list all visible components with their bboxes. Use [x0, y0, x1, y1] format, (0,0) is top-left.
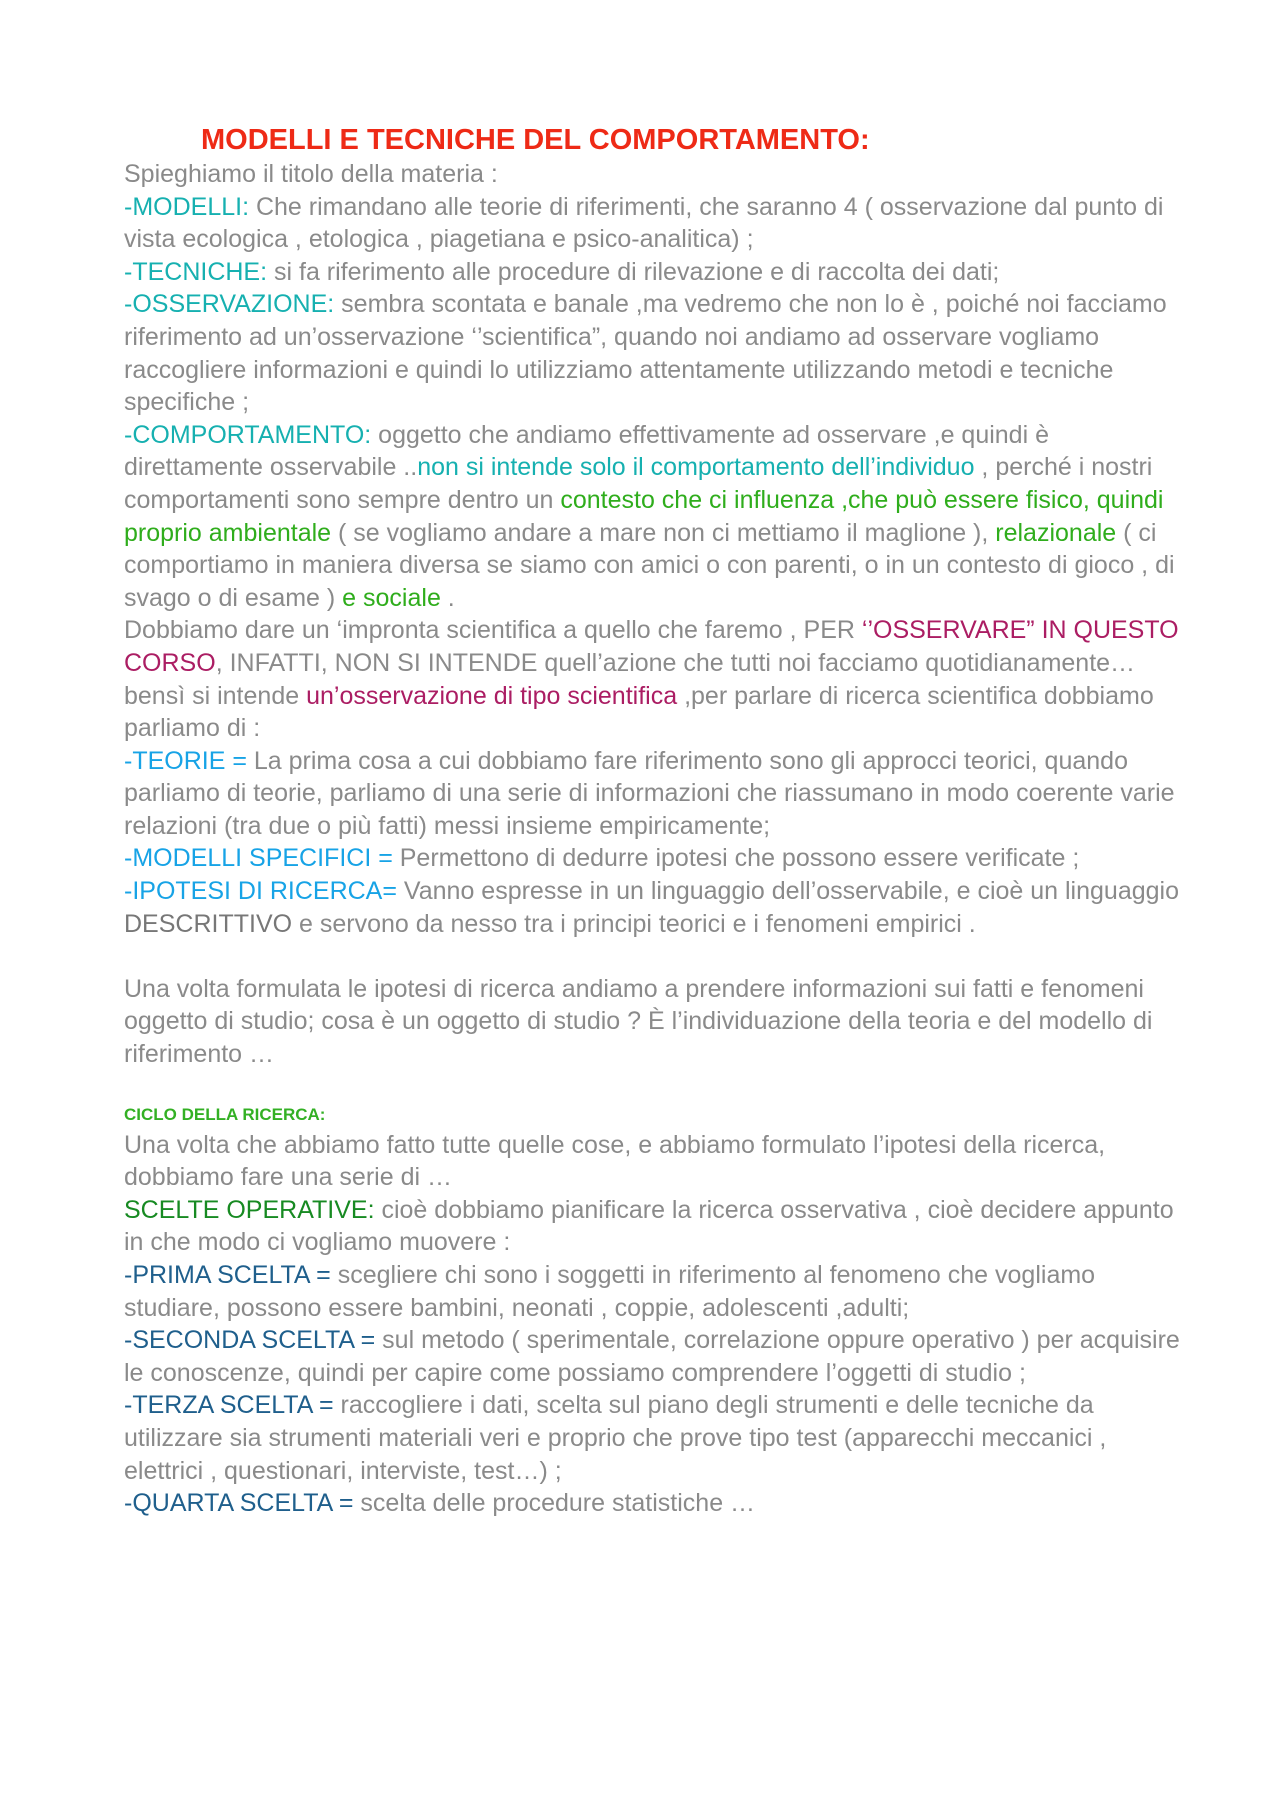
modelli-specifici-paragraph [124, 842, 1184, 875]
comportamento-paragraph [124, 419, 1184, 615]
modelli-specifici-text: Permettono di dedurre ipotesi che possono essere verificate ; [392, 844, 1080, 873]
teorie-label: -TEORIE = [124, 746, 247, 775]
ipotesi-text-1: Vanno espresse in un linguaggio dell’osservabile, e cioè un linguaggio [396, 877, 1179, 906]
comportamento-text-5: . [440, 583, 455, 612]
quarta-scelta-label: -QUARTA SCELTA = [124, 1489, 354, 1518]
ciclo-intro-paragraph: Una volta che abbiamo fatto tutte quelle cose, e abbiamo formulato l’ipotesi della ricerca, dobbiamo fare una serie di … [124, 1130, 1106, 1192]
modelli-label: -MODELLI: [124, 192, 250, 221]
seconda-scelta-label: -SECONDA SCELTA = [124, 1326, 376, 1355]
dobbiamo-text-2: , INFATTI, NON SI INTENDE [215, 648, 538, 677]
comportamento-highlight-1: non si intende solo il comportamento dell’individuo [417, 453, 975, 482]
ipotesi-highlight: DESCRITTIVO [124, 909, 293, 938]
comportamento-text-4: ( ci comportiamo in maniera diversa se siamo con amici o con parenti, o in un contesto di gioco , di svago o di esame ) [124, 518, 1175, 612]
modelli-paragraph [124, 191, 1184, 256]
comportamento-text-1: oggetto che andiamo effettivamente ad osservare ,e quindi è direttamente osservabile .. [124, 420, 1049, 482]
terza-scelta-paragraph [124, 1389, 1184, 1487]
prima-scelta-text: scegliere chi sono i soggetti in riferimento al fenomeno che vogliamo studiare, possono essere bambini, neonati , coppie, adolescenti ,adulti; [124, 1261, 1096, 1322]
teorie-text: La prima cosa a cui dobbiamo fare riferimento sono gli approcci teorici, quando parliamo di teorie, parliamo di una serie di informazioni che riassumano in modo coerente varie relazioni (tra due o più fatti) messi insieme empiricamente; [124, 746, 1175, 840]
quarta-scelta-paragraph [124, 1487, 1184, 1520]
comportamento-highlight-2: contesto che ci influenza ,che può essere fisico, quindi proprio ambientale [124, 485, 1164, 547]
ipotesi-text-2: e servono da nesso tra i principi teorici e i fenomeni empirici . [292, 909, 976, 938]
comportamento-text-2: , perché i nostri comportamenti sono sempre dentro un [124, 453, 1153, 514]
tecniche-paragraph [124, 256, 1184, 289]
page-title: MODELLI E TECNICHE DEL COMPORTAMENTO: [201, 124, 870, 156]
dobbiamo-text-4: ,per parlare di ricerca scientifica dobbiamo parliamo di : [124, 681, 1154, 743]
comportamento-highlight-3: relazionale [995, 518, 1117, 547]
intro-paragraph: Spieghiamo il titolo della materia : [124, 160, 498, 188]
seconda-scelta-paragraph [124, 1324, 1184, 1389]
teorie-paragraph [124, 745, 1184, 843]
seconda-scelta-text: sul metodo ( sperimentale, correlazione oppure operativo ) per acquisire le conoscenze, quindi per capire come possiamo comprendere l’oggetti di studio ; [124, 1326, 1180, 1387]
scelte-label: SCELTE OPERATIVE: [124, 1195, 375, 1224]
terza-scelta-text: raccogliere i dati, scelta sul piano degli strumenti e delle tecniche da utilizzare sia strumenti materiali veri e proprio che prove tipo test (apparecchi meccanici , elettrici , questionari, interviste, test…) ; [124, 1391, 1107, 1485]
ipotesi-label: -IPOTESI DI RICERCA= [124, 877, 397, 906]
dobbiamo-highlight-1: ‘’OSSERVARE” IN QUESTO CORSO [124, 616, 1179, 677]
scelte-text: cioè dobbiamo pianificare la ricerca osservativa , cioè decidere appunto in che modo ci vogliamo muovere : [124, 1195, 1174, 1257]
osservazione-paragraph [124, 288, 1184, 418]
terza-scelta-label: -TERZA SCELTA = [124, 1391, 334, 1420]
comportamento-text-3: ( se vogliamo andare a mare non ci mettiamo il maglione ), [331, 518, 996, 547]
modelli-text: Che rimandano alle teorie di riferimenti, che saranno 4 ( osservazione dal punto di vista ecologica , etologica , piagetiana e psico-analitica) ; [124, 192, 1164, 254]
comportamento-label: -COMPORTAMENTO: [124, 420, 372, 449]
prima-scelta-label: -PRIMA SCELTA = [124, 1261, 331, 1289]
quarta-scelta-text: scelta delle procedure statistiche … [353, 1489, 756, 1518]
comportamento-highlight-4: e sociale [342, 583, 441, 612]
dobbiamo-paragraph [124, 614, 1184, 744]
una-volta-paragraph: Una volta formulata le ipotesi di ricerca andiamo a prendere informazioni sui fatti e fenomeni oggetto di studio; cosa è un oggetto di studio ? È l’individuazione della teoria e del modello di riferimento … [124, 974, 1153, 1069]
dobbiamo-highlight-2: un’osservazione di tipo scientifica [306, 681, 678, 710]
osservazione-text: sembra scontata e banale ,ma vedremo che non lo è , poiché noi facciamo riferimento ad un’osservazione ‘’scientifica”, quando noi andiamo ad osservare vogliamo raccogliere informazioni e quindi lo utilizziamo attentamente utilizzando metodi e tecniche specifiche ; [124, 290, 1167, 417]
modelli-specifici-label: -MODELLI SPECIFICI = [124, 844, 393, 873]
tecniche-text: si fa riferimento alle procedure di rilevazione e di raccolta dei dati; [267, 257, 1000, 286]
paragraph-gap [124, 940, 1184, 973]
ipotesi-paragraph [124, 875, 1184, 940]
dobbiamo-text-3: quell’azione che tutti noi facciamo quotidianamente… bensì si intende [124, 648, 1136, 710]
prima-scelta-paragraph [124, 1259, 1184, 1324]
dobbiamo-text-1: Dobbiamo dare un ‘impronta scientifica a quello che faremo , PER [124, 616, 862, 645]
tecniche-label: -TECNICHE: [124, 257, 268, 286]
ciclo-heading: CICLO DELLA RICERCA: [124, 1104, 326, 1124]
osservazione-label: -OSSERVAZIONE: [124, 290, 335, 319]
scelte-paragraph [124, 1194, 1184, 1259]
document-page [124, 122, 1184, 1520]
